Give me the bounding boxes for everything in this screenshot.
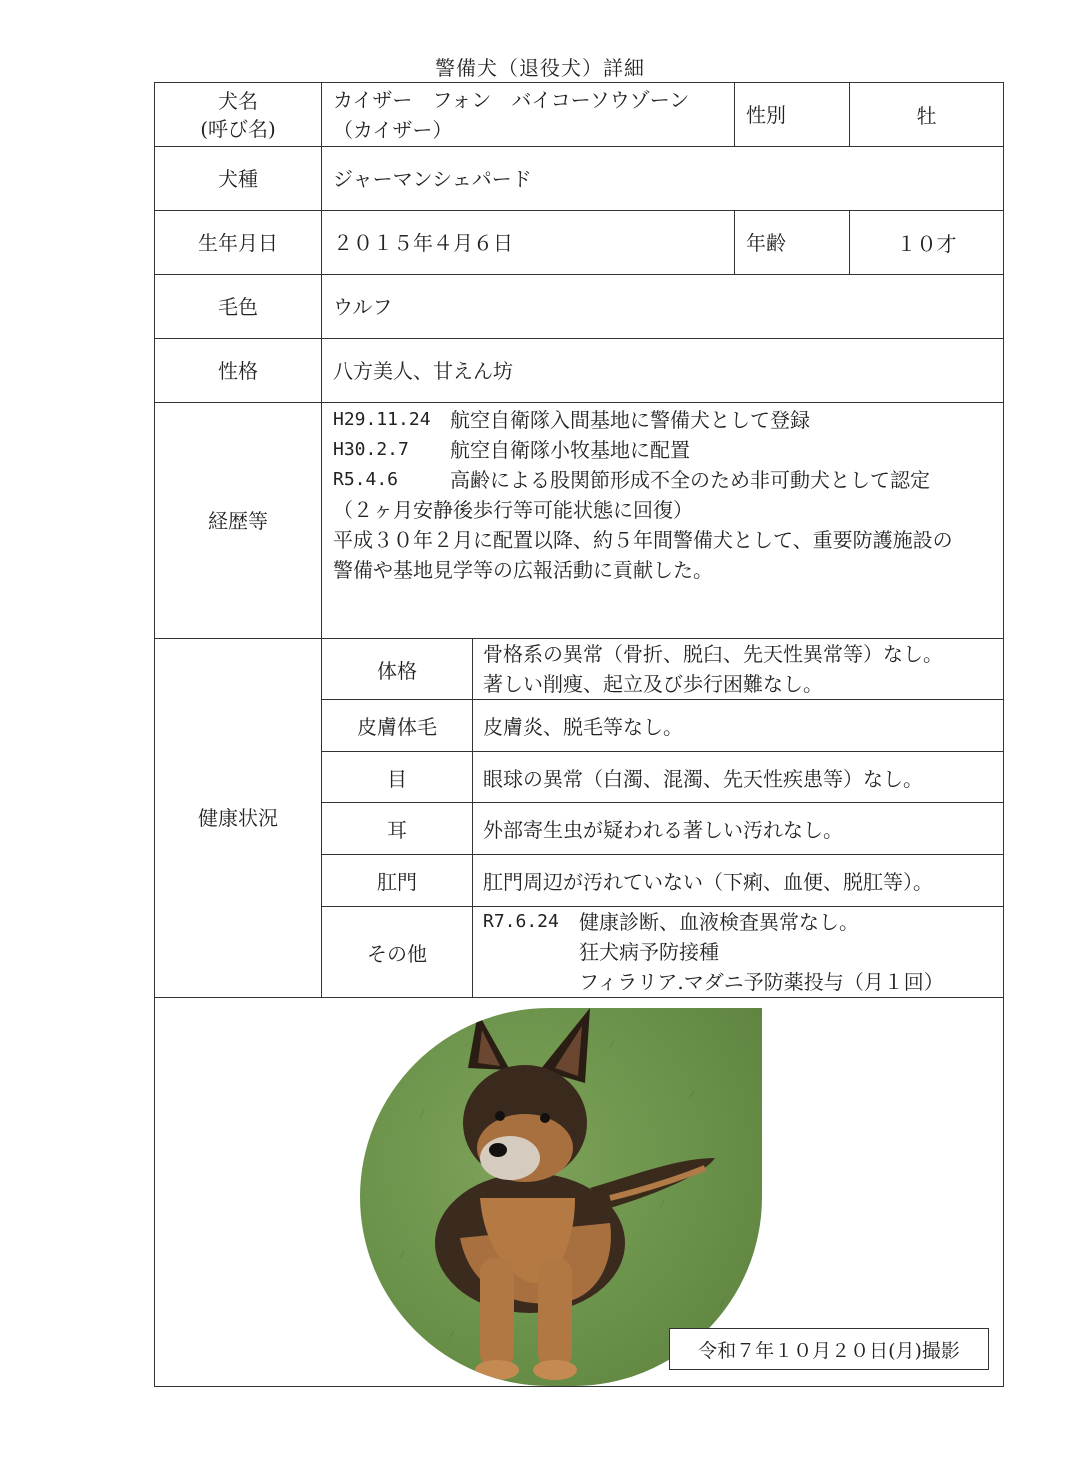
color-value: ウルフ bbox=[322, 275, 1004, 339]
row-birth bbox=[155, 211, 1004, 275]
row-history bbox=[155, 403, 1004, 639]
color-label: 毛色 bbox=[155, 275, 322, 339]
health-other-line2: 狂犬病予防接種 bbox=[579, 940, 719, 964]
age-label: 年齢 bbox=[735, 211, 850, 275]
history-text: 航空自衛隊入間基地に警備犬として登録 bbox=[450, 408, 810, 432]
temperament-value: 八方美人、甘えん坊 bbox=[322, 339, 1004, 403]
history-entry bbox=[333, 465, 1003, 495]
row-name bbox=[155, 83, 1004, 147]
row-photo bbox=[155, 998, 1004, 1387]
age-value: １０才 bbox=[850, 211, 1004, 275]
health-anus-value: 肛門周辺が汚れていない（下痢、血便、脱肛等）。 bbox=[473, 855, 1004, 907]
history-label: 経歴等 bbox=[155, 403, 322, 639]
photo-caption: 令和７年１０月２０日(月)撮影 bbox=[669, 1328, 989, 1370]
health-body-label: 体格 bbox=[322, 639, 473, 700]
page-title: 警備犬（退役犬）詳細 bbox=[435, 56, 645, 80]
health-skin-label: 皮膚体毛 bbox=[322, 700, 473, 752]
health-ear-value: 外部寄生虫が疑われる著しい汚れなし。 bbox=[473, 803, 1004, 855]
health-other-row bbox=[483, 937, 1003, 967]
health-ear-label: 耳 bbox=[322, 803, 473, 855]
row-breed bbox=[155, 147, 1004, 211]
health-anus-label: 肛門 bbox=[322, 855, 473, 907]
history-summary-line2: 警備や基地見学等の広報活動に貢献した。 bbox=[333, 558, 713, 582]
health-other-date: R7.6.24 bbox=[483, 911, 559, 932]
sex-label: 性別 bbox=[735, 83, 850, 147]
dog-full-name: カイザー フォン バイコーソウゾーン bbox=[333, 87, 690, 112]
history-text: 航空自衛隊小牧基地に配置 bbox=[450, 438, 690, 462]
health-body-line1: 骨格系の異常（骨折、脱臼、先天性異常等）なし。 bbox=[483, 642, 943, 666]
temperament-label: 性格 bbox=[155, 339, 322, 403]
history-text: 高齢による股関節形成不全のため非可動犬として認定 bbox=[450, 468, 930, 492]
dog-nickname: （カイザー） bbox=[333, 117, 453, 142]
name-label: 犬名 bbox=[218, 88, 258, 113]
history-date: H30.2.7 bbox=[333, 439, 409, 460]
nickname-label: (呼び名) bbox=[200, 116, 276, 141]
health-other-line3: フィラリア.マダニ予防薬投与（月１回） bbox=[579, 970, 944, 994]
health-other-row bbox=[483, 907, 1003, 937]
history-entry bbox=[333, 435, 1003, 465]
dog-detail-table bbox=[154, 82, 1004, 1387]
row-temperament bbox=[155, 339, 1004, 403]
birth-label: 生年月日 bbox=[155, 211, 322, 275]
health-other-value bbox=[473, 907, 1004, 998]
photo-cell bbox=[155, 998, 1004, 1387]
breed-label: 犬種 bbox=[155, 147, 322, 211]
health-eye-value: 眼球の異常（白濁、混濁、先天性疾患等）なし。 bbox=[473, 752, 1004, 803]
birth-value: ２０１５年４月６日 bbox=[322, 211, 735, 275]
row-color bbox=[155, 275, 1004, 339]
health-other-label: その他 bbox=[322, 907, 473, 998]
name-value-cell bbox=[322, 83, 735, 147]
sex-value: 牡 bbox=[850, 83, 1004, 147]
history-summary-line1: 平成３０年２月に配置以降、約５年間警備犬として、重要防護施設の bbox=[333, 528, 953, 552]
breed-value: ジャーマンシェパード bbox=[322, 147, 1004, 211]
health-other-row bbox=[483, 967, 1003, 997]
history-date: R5.4.6 bbox=[333, 469, 399, 490]
row-health-body bbox=[155, 639, 1004, 700]
health-skin-value: 皮膚炎、脱毛等なし。 bbox=[473, 700, 1004, 752]
health-eye-label: 目 bbox=[322, 752, 473, 803]
history-entry bbox=[333, 405, 1003, 435]
history-note: （２ヶ月安静後歩行等可能状態に回復） bbox=[333, 498, 693, 522]
history-date: H29.11.24 bbox=[333, 409, 431, 430]
name-label-cell bbox=[155, 83, 322, 147]
health-body-line2: 著しい削痩、起立及び歩行困難なし。 bbox=[483, 672, 823, 696]
health-other-line1: 健康診断、血液検査異常なし。 bbox=[579, 910, 859, 934]
health-body-value bbox=[473, 639, 1004, 700]
history-value bbox=[322, 403, 1004, 639]
health-label: 健康状況 bbox=[155, 639, 322, 998]
